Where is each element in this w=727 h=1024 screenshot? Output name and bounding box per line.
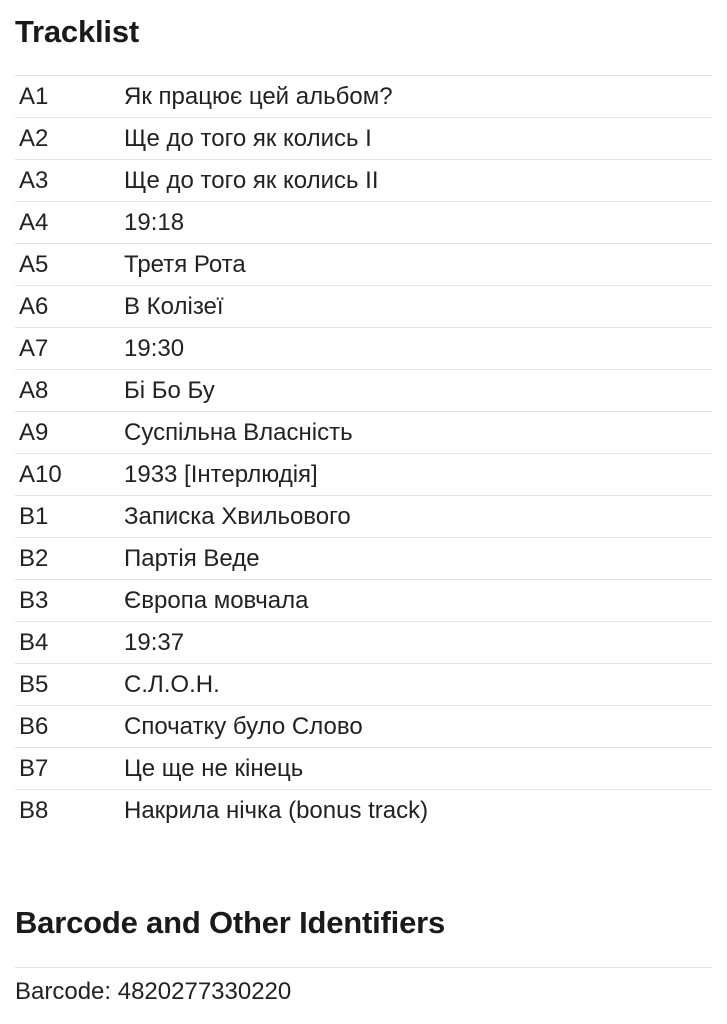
track-title: Це ще не кінець xyxy=(124,754,304,782)
track-position: B8 xyxy=(19,797,49,824)
track-title: 19:30 xyxy=(124,334,185,362)
track-title: Записка Хвильового xyxy=(124,502,351,530)
table-row[interactable] xyxy=(15,328,712,370)
table-row[interactable] xyxy=(15,202,712,244)
track-position: A2 xyxy=(19,124,49,152)
table-row[interactable] xyxy=(15,538,712,580)
track-title: Третя Рота xyxy=(124,250,246,278)
track-position: B5 xyxy=(19,670,49,698)
table-row[interactable] xyxy=(15,496,712,538)
track-position: A5 xyxy=(19,250,49,278)
track-position: A4 xyxy=(19,208,49,236)
track-title: Як працює цей альбом? xyxy=(124,82,393,110)
table-row[interactable] xyxy=(15,622,712,664)
track-position: B7 xyxy=(19,754,49,782)
section-divider xyxy=(15,967,712,968)
track-title: Ще до того як колись I xyxy=(124,124,372,152)
track-position: B4 xyxy=(19,628,49,656)
track-title: Спочатку було Слово xyxy=(124,712,363,740)
track-position: A9 xyxy=(19,418,49,446)
table-row[interactable] xyxy=(15,664,712,706)
tracklist-heading: Tracklist xyxy=(15,14,140,49)
table-row[interactable] xyxy=(15,748,712,790)
tracklist-table xyxy=(15,75,712,832)
track-title: Бі Бо Бу xyxy=(124,376,215,404)
track-position: B1 xyxy=(19,502,49,530)
table-row[interactable] xyxy=(15,706,712,748)
track-title: Європа мовчала xyxy=(124,586,309,614)
track-position: A3 xyxy=(19,166,49,194)
track-position: A10 xyxy=(19,460,62,488)
table-row[interactable] xyxy=(15,118,712,160)
table-row[interactable] xyxy=(15,454,712,496)
track-position: B2 xyxy=(19,544,49,572)
track-title: Накрила нічка (bonus track) xyxy=(124,797,429,824)
track-title: С.Л.О.Н. xyxy=(124,670,220,698)
identifiers-heading: Barcode and Other Identifiers xyxy=(15,905,446,940)
track-title: 19:37 xyxy=(124,628,185,656)
table-row[interactable] xyxy=(15,412,712,454)
table-row[interactable] xyxy=(15,286,712,328)
track-position: A1 xyxy=(19,82,49,110)
track-title: Ще до того як колись II xyxy=(124,166,379,194)
table-row[interactable] xyxy=(15,790,712,832)
track-title: Суспільна Власність xyxy=(124,418,353,446)
table-row[interactable] xyxy=(15,244,712,286)
track-position: A6 xyxy=(19,292,49,320)
track-position: A8 xyxy=(19,376,49,404)
table-row[interactable] xyxy=(15,580,712,622)
table-row[interactable] xyxy=(15,370,712,412)
table-row[interactable] xyxy=(15,160,712,202)
track-title: Партія Веде xyxy=(124,544,260,572)
table-row[interactable] xyxy=(15,76,712,118)
track-position: B6 xyxy=(19,712,49,740)
track-title: 19:18 xyxy=(124,208,185,236)
track-title: 1933 [Інтерлюдія] xyxy=(124,460,318,488)
barcode-value: Barcode: 4820277330220 xyxy=(15,978,292,1005)
track-title: В Колізеї xyxy=(124,292,224,320)
track-position: A7 xyxy=(19,334,49,362)
track-position: B3 xyxy=(19,586,49,614)
